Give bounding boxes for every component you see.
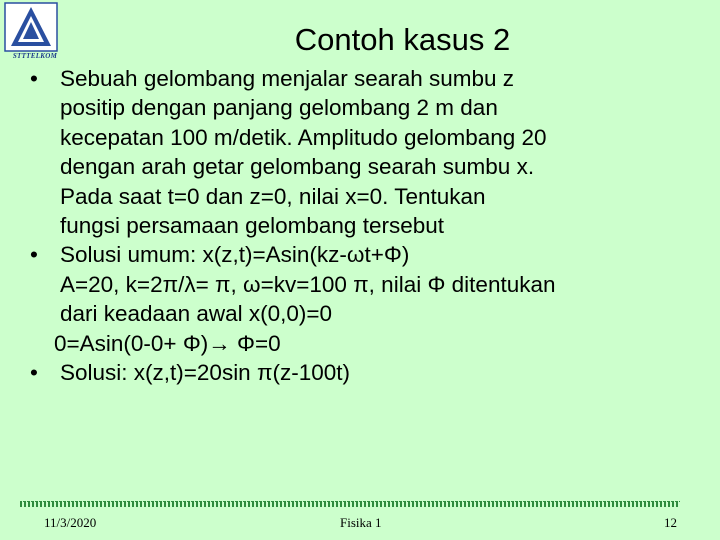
text-line: fungsi persamaan gelombang tersebut bbox=[60, 213, 444, 239]
footer-divider bbox=[20, 501, 680, 507]
paragraph-problem bbox=[30, 64, 710, 240]
text-line: dengan arah getar gelombang searah sumbu x. bbox=[60, 154, 535, 180]
paragraph-solution bbox=[30, 358, 710, 387]
footer-page-number: 12 bbox=[664, 515, 677, 530]
text-line: kecepatan 100 m/detik. Amplitudo gelombang 20 bbox=[60, 124, 547, 150]
text-line: Sebuah gelombang menjalar searah sumbu z bbox=[60, 66, 515, 91]
paragraph-phase bbox=[30, 329, 710, 358]
footer-date: 11/3/2020 bbox=[44, 515, 97, 530]
text-line: Pada saat t=0 dan z=0, nilai x=0. Tentukan bbox=[60, 183, 486, 209]
bullet-icon: • bbox=[30, 242, 38, 268]
text-line: Solusi umum: x(z,t)=Asin(kz-ωt+Φ) bbox=[60, 242, 410, 268]
bullet-icon: • bbox=[30, 66, 38, 91]
bullet-icon: • bbox=[30, 360, 38, 386]
paragraph-general-solution bbox=[30, 240, 710, 269]
slide-title: Contoh kasus 2 bbox=[294, 22, 511, 57]
footer-course: Fisika 1 bbox=[340, 515, 382, 530]
text-line: dari keadaan awal x(0,0)=0 bbox=[60, 301, 333, 327]
text-line: 0=Asin(0-0+ Φ)→ Φ=0 bbox=[54, 330, 281, 356]
paragraph-parameters bbox=[30, 270, 710, 329]
logo-caption: STTTELKOM bbox=[12, 52, 58, 60]
text-line: Solusi: x(z,t)=20sin π(z-100t) bbox=[60, 360, 350, 386]
text-line: positip dengan panjang gelombang 2 m dan bbox=[60, 95, 498, 121]
text-line: A=20, k=2π/λ= π, ω=kv=100 π, nilai Φ ditentukan bbox=[60, 271, 556, 297]
slide-content bbox=[30, 64, 710, 387]
